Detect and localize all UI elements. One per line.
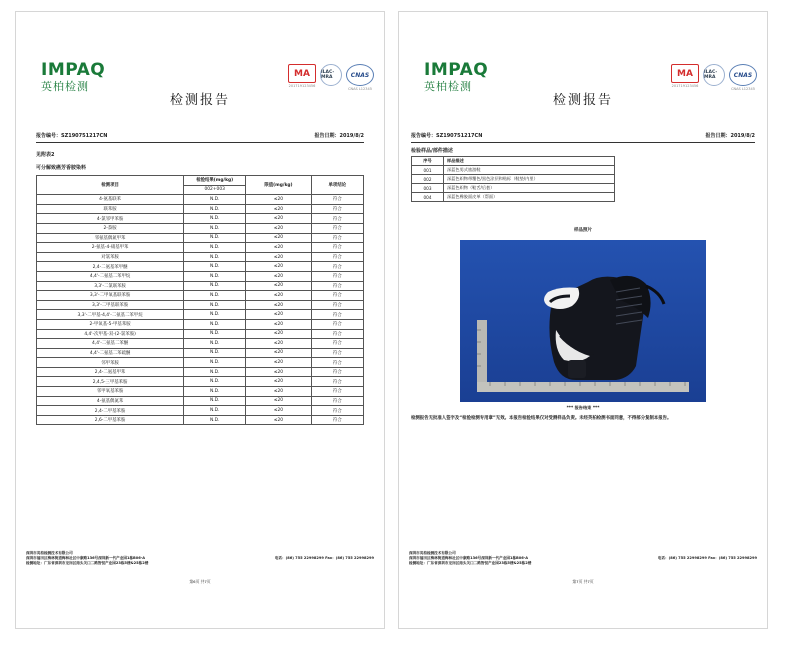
- header-result: 检验结果(mg/kg): [184, 176, 246, 186]
- row-limit: ≤20: [246, 195, 311, 205]
- table-row: [37, 300, 364, 310]
- sample-no: 001: [412, 166, 444, 175]
- row-limit: ≤20: [246, 348, 311, 358]
- sample-no: 003: [412, 184, 444, 193]
- row-result: N.D.: [184, 291, 246, 301]
- section-title: 检验样品/部件描述: [411, 148, 453, 154]
- report-number: 报告编号：SZ190751217CN: [411, 133, 483, 139]
- row-item: 对氯苯胺: [37, 252, 184, 262]
- row-item: 邻氨基偶氮甲苯: [37, 233, 184, 243]
- row-limit: ≤20: [246, 204, 311, 214]
- row-limit: ≤20: [246, 291, 311, 301]
- header-no: 序号: [412, 157, 444, 166]
- row-result: N.D.: [184, 204, 246, 214]
- row-result: N.D.: [184, 319, 246, 329]
- row-item: 3,3'-二甲基联苯胺: [37, 300, 184, 310]
- row-item: 邻甲氧基苯胺: [37, 387, 184, 397]
- row-conclusion: 符合: [311, 262, 363, 272]
- row-result: N.D.: [184, 195, 246, 205]
- row-conclusion: 符合: [311, 396, 363, 406]
- results-section: [36, 145, 364, 425]
- table-row: [37, 214, 364, 224]
- results-body: [37, 195, 364, 425]
- row-item: 2,4,5-三甲基苯胺: [37, 377, 184, 387]
- row-result: N.D.: [184, 406, 246, 416]
- table-row: [37, 377, 364, 387]
- sample-no: 004: [412, 193, 444, 202]
- row-item: 4-氨基偶氮苯: [37, 396, 184, 406]
- page-title: 检测报告: [552, 93, 613, 108]
- cnas-logo-icon: CNAS: [346, 64, 374, 86]
- report-info-row: [36, 132, 364, 143]
- cma-logo-icon: MA: [671, 64, 699, 83]
- row-conclusion: 符合: [311, 195, 363, 205]
- row-item: 4-氯邻甲苯胺: [37, 214, 184, 224]
- ilac-mark: [703, 64, 725, 86]
- table-row: [37, 348, 364, 358]
- table-row: [37, 223, 364, 233]
- footer-test-address: 检测地址：广东省深圳市龙岗区南头关口二路智恒产业园23栋5楼&25栋2楼: [26, 561, 149, 565]
- photo-caption: 样品照片: [574, 228, 592, 233]
- row-result: N.D.: [184, 252, 246, 262]
- table-row: [37, 339, 364, 349]
- appendix-label: 见附表2: [36, 152, 55, 158]
- table-row: [412, 175, 615, 184]
- sample-desc: 深蓝色织物带覆色/黑色涂层和贴标（鞋垫/内里）: [444, 175, 615, 184]
- row-conclusion: 符合: [311, 348, 363, 358]
- certification-marks: [671, 64, 757, 91]
- row-item: 4,4'-二氨基二苯甲烷: [37, 271, 184, 281]
- sample-photo: [460, 240, 706, 402]
- logo-cn: 英柏检测: [41, 80, 89, 93]
- page-number: 第6页 共7页: [189, 579, 211, 584]
- report-date: 报告日期：2019/8/2: [314, 133, 364, 139]
- row-limit: ≤20: [246, 233, 311, 243]
- page-title: 检测报告: [169, 93, 230, 108]
- row-result: N.D.: [184, 358, 246, 368]
- cnas-mark: CNAS CNAS L12345: [729, 64, 757, 91]
- row-result: N.D.: [184, 233, 246, 243]
- row-item: 2-氨基-4-硝基甲苯: [37, 243, 184, 253]
- shoe-with-ruler-image: [460, 240, 706, 402]
- row-result: N.D.: [184, 262, 246, 272]
- row-conclusion: 符合: [311, 300, 363, 310]
- ruler-horizontal: [477, 382, 689, 392]
- cma-mark: MA 201719123456: [671, 64, 699, 88]
- table-row: [37, 406, 364, 416]
- row-conclusion: 符合: [311, 367, 363, 377]
- report-page-7: [398, 11, 768, 629]
- table-row: [37, 204, 364, 214]
- sample-desc: 深蓝色橡胶面皮革（帮面）: [444, 193, 615, 202]
- cma-logo-icon: MA: [288, 64, 316, 83]
- table-row: [37, 310, 364, 320]
- cma-mark: MA 201719123456: [288, 64, 316, 88]
- row-limit: ≤20: [246, 271, 311, 281]
- row-limit: ≤20: [246, 367, 311, 377]
- row-conclusion: 符合: [311, 214, 363, 224]
- samples-table: [411, 156, 615, 202]
- report-notice: 检测报告无批准人签字及“检验检测专用章”无效。本报告检验结果仅对受测样品负责。未经英柏检测书面同意，不得部分复制本报告。: [411, 416, 672, 421]
- row-limit: ≤20: [246, 310, 311, 320]
- row-item: 3,3'-二氯联苯胺: [37, 281, 184, 291]
- page-number: 第7页 共7页: [572, 579, 594, 584]
- row-result: N.D.: [184, 223, 246, 233]
- row-limit: ≤20: [246, 214, 311, 224]
- header-desc: 样品描述: [444, 157, 615, 166]
- row-limit: ≤20: [246, 262, 311, 272]
- row-result: N.D.: [184, 310, 246, 320]
- cnas-mark: CNAS CNAS L12345: [346, 64, 374, 91]
- report-info-row: [411, 132, 755, 143]
- table-row: [412, 193, 615, 202]
- row-result: N.D.: [184, 329, 246, 339]
- table-row: [412, 166, 615, 175]
- sample-section: [411, 147, 755, 202]
- row-conclusion: 符合: [311, 223, 363, 233]
- row-item: 2,6-二甲基苯胺: [37, 415, 184, 425]
- table-row: [37, 387, 364, 397]
- results-table: [36, 175, 364, 425]
- row-conclusion: 符合: [311, 406, 363, 416]
- table-row: [37, 271, 364, 281]
- report-number: 报告编号：SZ190751217CN: [36, 133, 108, 139]
- table-row: [37, 358, 364, 368]
- row-conclusion: 符合: [311, 233, 363, 243]
- row-item: 2-萘胺: [37, 223, 184, 233]
- row-item: 4,4'-二氨基二苯硫醚: [37, 348, 184, 358]
- row-limit: ≤20: [246, 358, 311, 368]
- row-item: 2,4-二氨基苯甲醚: [37, 262, 184, 272]
- table-row: [37, 291, 364, 301]
- row-result: N.D.: [184, 415, 246, 425]
- logo-en: IMPAQ: [41, 60, 106, 80]
- row-result: N.D.: [184, 348, 246, 358]
- row-limit: ≤20: [246, 300, 311, 310]
- ilac-logo-icon: ILAC-MRA: [320, 64, 342, 86]
- ilac-logo-icon: ILAC-MRA: [703, 64, 725, 86]
- row-conclusion: 符合: [311, 310, 363, 320]
- row-conclusion: 符合: [311, 319, 363, 329]
- table-row: [37, 243, 364, 253]
- row-conclusion: 符合: [311, 281, 363, 291]
- row-result: N.D.: [184, 271, 246, 281]
- row-result: N.D.: [184, 243, 246, 253]
- row-result: N.D.: [184, 300, 246, 310]
- header-conclusion: 单项结论: [311, 176, 363, 195]
- footer-contact: 电话：(86) 755 22998299 Fax：(86) 755 22998299: [657, 556, 757, 560]
- row-item: 2-甲氧基-5-甲基苯胺: [37, 319, 184, 329]
- row-conclusion: 符合: [311, 243, 363, 253]
- table-row: [37, 281, 364, 291]
- page-footer: [409, 551, 757, 566]
- row-result: N.D.: [184, 367, 246, 377]
- footer-company: 深圳市英柏检测技术有限公司: [26, 551, 73, 555]
- row-limit: ≤20: [246, 377, 311, 387]
- ilac-mark: [320, 64, 342, 86]
- row-limit: ≤20: [246, 339, 311, 349]
- row-limit: ≤20: [246, 252, 311, 262]
- row-result: N.D.: [184, 281, 246, 291]
- row-result: N.D.: [184, 377, 246, 387]
- samples-body: [412, 166, 615, 202]
- table-row: [37, 415, 364, 425]
- row-item: 邻甲苯胺: [37, 358, 184, 368]
- row-limit: ≤20: [246, 281, 311, 291]
- table-row: [37, 319, 364, 329]
- table-title: 可分解致癌芳香胺染料: [36, 165, 87, 171]
- row-limit: ≤20: [246, 223, 311, 233]
- row-conclusion: 符合: [311, 358, 363, 368]
- certification-marks: [288, 64, 374, 91]
- footer-company: 深圳市英柏检测技术有限公司: [409, 551, 456, 555]
- table-row: [37, 329, 364, 339]
- row-conclusion: 符合: [311, 339, 363, 349]
- table-row: [37, 396, 364, 406]
- sample-no: 002: [412, 175, 444, 184]
- row-result: N.D.: [184, 387, 246, 397]
- row-limit: ≤20: [246, 329, 311, 339]
- row-conclusion: 符合: [311, 252, 363, 262]
- table-row: [37, 233, 364, 243]
- footer-test-address: 检测地址：广东省深圳市龙岗区南头关口二路智恒产业园23栋5楼&25栋2楼: [409, 561, 532, 565]
- row-conclusion: 符合: [311, 291, 363, 301]
- row-conclusion: 符合: [311, 415, 363, 425]
- row-limit: ≤20: [246, 243, 311, 253]
- footer-address: 深圳市福田区梅林街道梅林社区中康路136号深圳新一代产业园1栋B06-A: [26, 556, 146, 560]
- report-page-6: [15, 11, 385, 629]
- row-item: 4,4'-次甲基-双-(2-氯苯胺): [37, 329, 184, 339]
- row-item: 4,4'-二氨基二苯醚: [37, 339, 184, 349]
- footer-address: 深圳市福田区梅林街道梅林社区中康路136号深圳新一代产业园1栋B06-A: [409, 556, 529, 560]
- logo-en: IMPAQ: [424, 60, 489, 80]
- report-date: 报告日期：2019/8/2: [705, 133, 755, 139]
- row-limit: ≤20: [246, 415, 311, 425]
- table-row: [37, 195, 364, 205]
- row-result: N.D.: [184, 396, 246, 406]
- row-conclusion: 符合: [311, 329, 363, 339]
- table-row: [37, 252, 364, 262]
- report-end-marker: *** 报告结束 ***: [566, 405, 600, 410]
- cnas-logo-icon: CNAS: [729, 64, 757, 86]
- row-limit: ≤20: [246, 319, 311, 329]
- sample-desc: 深蓝色织物（鞋舌/后套）: [444, 184, 615, 193]
- page-footer: [26, 551, 374, 566]
- header-sample: 002+003: [184, 185, 246, 195]
- row-limit: ≤20: [246, 406, 311, 416]
- sample-desc: 深蓝色男式旅游鞋: [444, 166, 615, 175]
- header-item: 检测项目: [37, 176, 184, 195]
- row-item: 4-氨基联苯: [37, 195, 184, 205]
- logo-cn: 英柏检测: [424, 80, 472, 93]
- row-conclusion: 符合: [311, 271, 363, 281]
- footer-contact: 电话：(86) 755 22998299 Fax：(86) 755 22998299: [274, 556, 374, 560]
- table-row: [37, 367, 364, 377]
- row-conclusion: 符合: [311, 377, 363, 387]
- row-conclusion: 符合: [311, 387, 363, 397]
- ruler-vertical: [477, 320, 487, 392]
- header-limit: 限值(mg/kg): [246, 176, 311, 195]
- row-item: 联苯胺: [37, 204, 184, 214]
- table-row: [37, 262, 364, 272]
- row-item: 3,3'-二甲氧基联苯胺: [37, 291, 184, 301]
- row-item: 2,4-二甲基苯胺: [37, 406, 184, 416]
- row-result: N.D.: [184, 339, 246, 349]
- row-result: N.D.: [184, 214, 246, 224]
- row-limit: ≤20: [246, 387, 311, 397]
- row-item: 3,3'-二甲基-4,4'-二氨基二苯甲烷: [37, 310, 184, 320]
- row-item: 2,4-二氨基甲苯: [37, 367, 184, 377]
- row-limit: ≤20: [246, 396, 311, 406]
- table-row: [412, 184, 615, 193]
- row-conclusion: 符合: [311, 204, 363, 214]
